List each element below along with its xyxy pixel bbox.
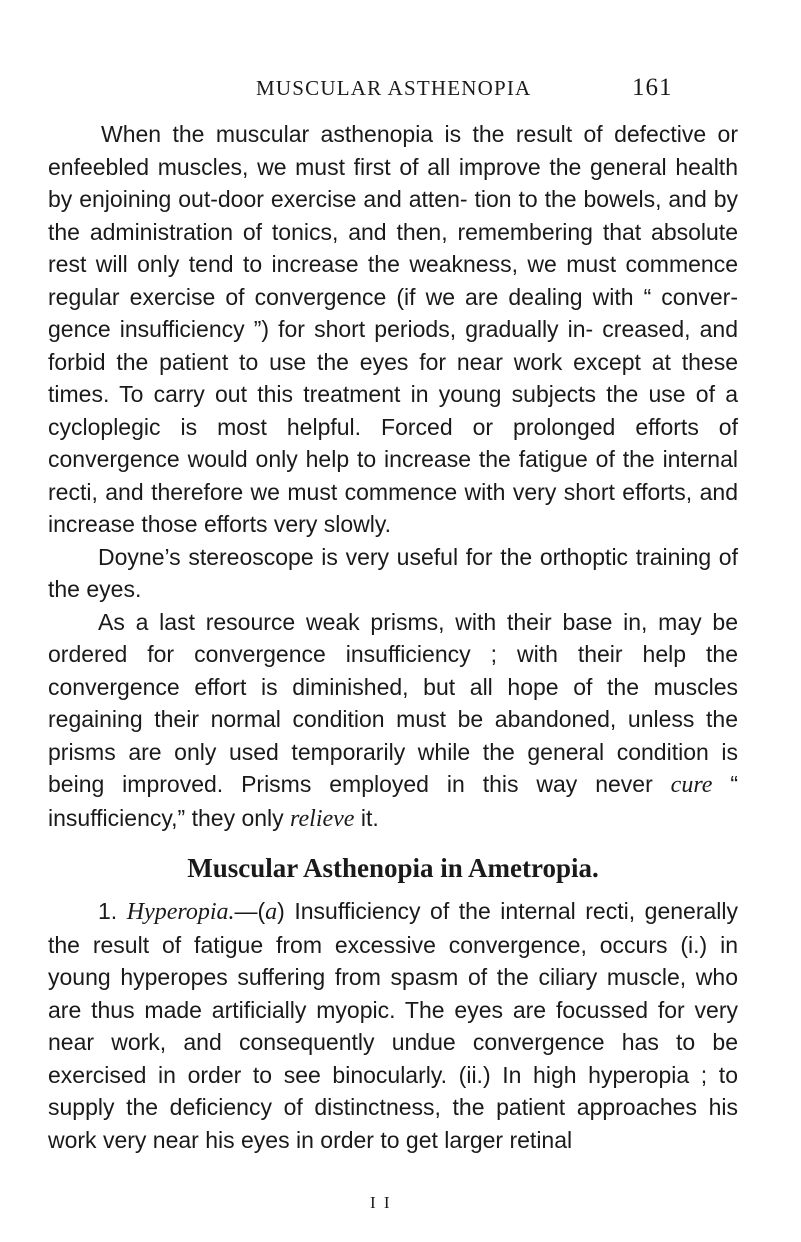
running-head-title: MUSCULAR ASTHENOPIA bbox=[256, 76, 532, 100]
running-head bbox=[0, 76, 801, 108]
paragraph-prisms bbox=[48, 606, 738, 836]
section-heading: Muscular Asthenopia in Ametropia. bbox=[187, 853, 599, 883]
paragraph-hyperopia bbox=[48, 895, 738, 1156]
page-body bbox=[48, 118, 738, 1156]
item-sub-label: a bbox=[265, 899, 278, 925]
paragraph-convergence-exercise bbox=[48, 118, 738, 541]
paragraph-text: “ insufficiency,” they only bbox=[48, 771, 739, 831]
item-number: 1. bbox=[98, 898, 118, 924]
paragraph-text: When the muscular asthenopia is the result of defective or enfeebled muscles, we must first of all improve the general health by enjoining out-door exercise and atten- tion to the bowels, and by the administration of tonics, and then, remembering that absolute rest will only tend to increase the weakness, we must commence regular exercise of convergence (if we are dealing with “ conver- gence insufficiency ”) for short periods, gradually in- creased, and forbid the patient to use the eyes for near work except at these times. To carry out this treatment in young subjects the use of a cycloplegic is most helpful. Forced or prolonged efforts of convergence would only help to increase the fatigue of the internal recti, and therefore we must commence with very short efforts, and increase those efforts very slowly. bbox=[48, 121, 738, 537]
item-title: Hyperopia. bbox=[126, 899, 235, 925]
paragraph-text: ) Insufficiency of the internal recti, generally the result of fatigue from excessive convergence, occurs (i.) in young hyperopes suffering from spasm of the ciliary muscle, who are thus made artificially myopic. The eyes are focussed for very near work, and consequently undue convergence has to be exercised in order to see binocularly. (ii.) In high hyperopia ; to supply the deficiency of distinctness, the patient approaches his work very near his eyes in order to get larger retinal bbox=[48, 898, 738, 1153]
signature-mark: I I bbox=[370, 1193, 392, 1212]
paragraph-text: As a last resource weak prisms, with their base in, may be ordered for convergence insufficiency ; with their help the convergence effort is diminished, but all hope of the muscles regaining their normal condition must be abandoned, unless the prisms are only used temporarily while the general condition is being improved. Prisms employed in this way never bbox=[48, 608, 738, 797]
page-number: 161 bbox=[632, 74, 673, 101]
paragraph-text: it. bbox=[354, 804, 379, 831]
italic-relieve: relieve bbox=[290, 805, 355, 832]
paragraph-stereoscope bbox=[48, 541, 738, 606]
italic-cure: cure bbox=[670, 772, 713, 798]
item-dash: —( bbox=[234, 898, 266, 924]
paragraph-text: Doyne’s stereoscope is very useful for the orthoptic training of the eyes. bbox=[48, 543, 738, 602]
